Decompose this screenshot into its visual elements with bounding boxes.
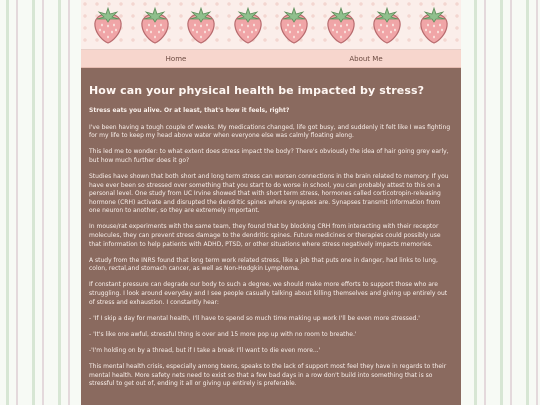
strawberry-icon bbox=[324, 5, 358, 45]
article-paragraph: I've been having a tough couple of weeks. My medications changed, life got busy, and suddenly it felt like I was fighting for my life to keep my head above water when everyone else was calmly floating along. bbox=[89, 123, 451, 140]
strawberry-icon bbox=[231, 5, 265, 45]
page-container bbox=[81, 0, 461, 405]
article-paragraph: In mouse/rat experiments with the same team, they found that by blocking CRH from interacting with their receptor molecules, they can prevent stress damage to the dendritic spines. Future medicines or therapies could possibly use that information to help patients with ADHD, PTSD, or other situations where stress negatively impacts memories. bbox=[89, 223, 441, 248]
article-paragraph: A study from the INRS found that long term work related stress, like a job that puts one in danger, had links to lung, colon, rectal,and stomach cancer, as well as Non-Hodgkin Lymphoma. bbox=[89, 256, 438, 273]
article bbox=[81, 68, 461, 389]
article-paragraph: This mental health crisis, especially among teens, speaks to the lack of support most feel they have in regards to their mental health. More safety nets need to exist so that a few bad days in a row don't build into something that is so stressful to get out of, ending it all or giving up entirely is preferable. bbox=[89, 362, 447, 388]
top-nav bbox=[81, 50, 461, 68]
strawberry-icon bbox=[91, 5, 125, 45]
nav-link-home[interactable]: Home bbox=[165, 54, 187, 63]
strawberry-icon bbox=[417, 5, 451, 45]
article-paragraph: If constant pressure can degrade our body to such a degree, we should make more efforts to support those who are struggling. I look around everyday and I see people casually talking about killing themselves and giving up entirely out of stress and exhaustion. I constantly hear: bbox=[89, 281, 448, 306]
strawberry-icon bbox=[277, 5, 311, 45]
article-paragraph: Studies have shown that both short and long term stress can worsen connections in the brain related to memory. If you have ever been so stressed over something that you start to do worse in school, you can probably attest to this on a personal level. One study from UC Irvine showed that with short term stress, hormones called corticotropin-releasing hormone (CRH) activate and disrupted the dendritic spines where synapses are. Synapses transmit information from one neuron to another, so they are extremely important. bbox=[89, 172, 449, 215]
article-quote: -'I'm holding on by a thread, but if I take a break I'll want to die even more...' bbox=[89, 346, 321, 354]
article-paragraph: This led me to wonder: to what extent does stress impact the body? There's obviously the idea of hair going grey early, but how much further does it go? bbox=[89, 148, 449, 164]
article-lead: Stress eats you alive. Or at least, that's how it feels, right? bbox=[89, 107, 290, 114]
article-quote: - 'If I skip a day for mental health, I'll have to spend so much time making up work I'll be even more stressed.' bbox=[89, 314, 420, 322]
strawberry-icon bbox=[138, 5, 172, 45]
header-banner bbox=[81, 0, 461, 50]
article-title: How can your physical health be impacted by stress? bbox=[89, 84, 425, 97]
strawberry-icon bbox=[184, 5, 218, 45]
strawberry-icon bbox=[370, 5, 404, 45]
nav-link-about-me[interactable]: About Me bbox=[349, 54, 383, 63]
article-quote: - 'It's like one awful, stressful thing is over and 15 more pop up with no room to breathe.' bbox=[89, 330, 357, 338]
